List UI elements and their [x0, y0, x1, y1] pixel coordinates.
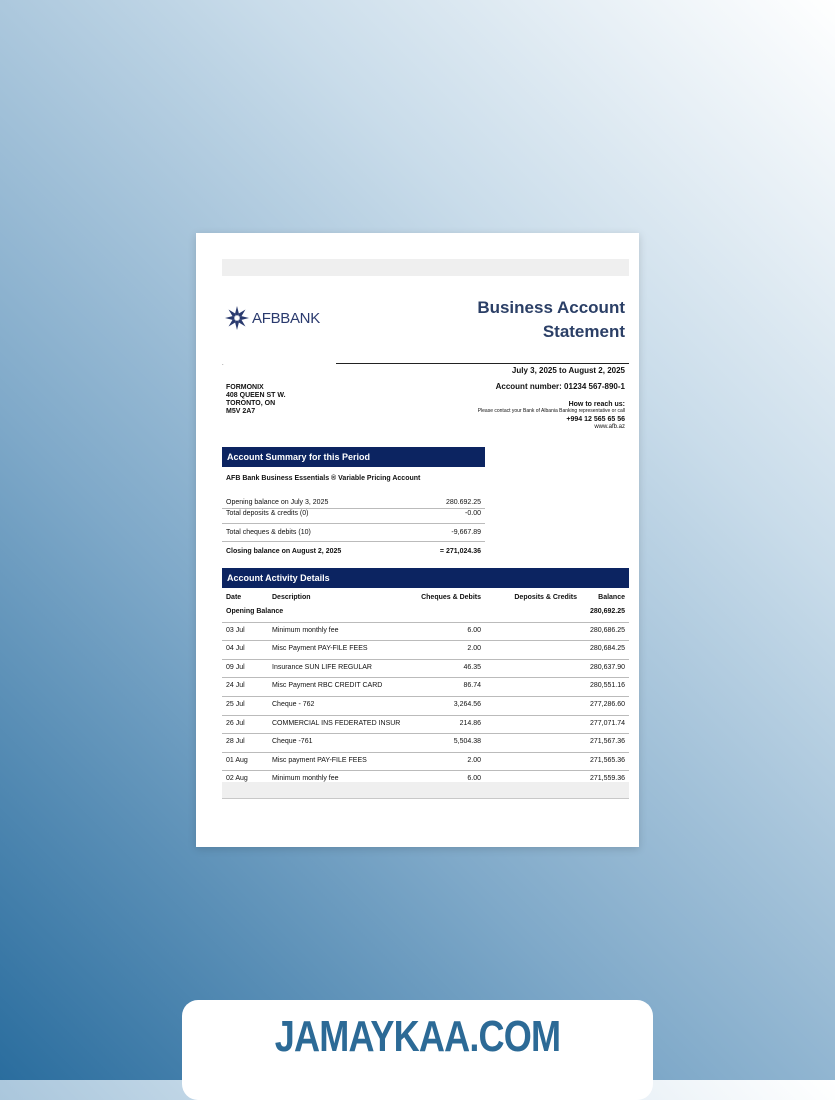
summary-value: 280.692.25 — [445, 499, 481, 506]
row-date: 24 Jul — [226, 682, 245, 690]
table-row — [222, 697, 629, 716]
row-description: Cheque - 762 — [272, 700, 315, 708]
row-balance: 280,684.25 — [589, 645, 625, 653]
row-date: 01 Aug — [226, 756, 248, 764]
contact-heading: How to reach us: — [568, 401, 625, 408]
contact-website: www.afb.az — [594, 424, 625, 430]
column-balance: Balance — [598, 594, 625, 601]
summary-table — [222, 495, 485, 560]
summary-label: Opening balance on July 3, 2025 — [226, 499, 329, 506]
summary-header: Account Summary for this Period — [222, 447, 485, 467]
table-row — [222, 660, 629, 679]
address-line: TORONTO, ON — [226, 400, 276, 407]
row-debit: 2.00 — [467, 645, 481, 653]
row-date: 02 Aug — [226, 775, 248, 783]
product-name: AFB Bank Business Essentials ® Variable Pricing Account — [226, 475, 421, 482]
row-debit: 214.86 — [459, 719, 481, 727]
row-date: 26 Jul — [226, 719, 245, 727]
table-row — [222, 734, 629, 753]
row-balance: 280,551.16 — [589, 682, 625, 690]
row-description: Misc Payment PAY-FILE FEES — [272, 645, 368, 653]
row-balance: 271,565.36 — [589, 756, 625, 764]
row-description: Minimum monthly fee — [272, 626, 339, 634]
row-debit: 86.74 — [463, 682, 481, 690]
row-debit: 5,504.38 — [453, 738, 481, 746]
watermark-banner — [182, 1000, 653, 1100]
marker-dot: . — [222, 361, 224, 367]
statement-title — [477, 296, 625, 344]
row-description: Cheque -761 — [272, 738, 313, 746]
column-description: Description — [272, 594, 311, 601]
column-debits: Cheques & Debits — [421, 594, 481, 601]
summary-value: = 271,024.36 — [439, 548, 481, 555]
table-row — [222, 716, 629, 735]
row-date: 28 Jul — [226, 738, 245, 746]
row-date: 04 Jul — [226, 645, 245, 653]
row-description: Insurance SUN LIFE REGULAR — [272, 663, 372, 671]
address-line: 408 QUEEN ST W. — [226, 392, 286, 399]
bank-logo — [224, 305, 320, 331]
summary-row — [222, 542, 485, 560]
summary-row — [222, 524, 485, 542]
row-date: 03 Jul — [226, 626, 245, 634]
table-row — [222, 623, 629, 642]
row-date: 09 Jul — [226, 663, 245, 671]
account-number: Account number: 01234 567-890-1 — [495, 382, 625, 391]
summary-label: Closing balance on August 2, 2025 — [226, 548, 342, 555]
statement-period: July 3, 2025 to August 2, 2025 — [511, 366, 625, 375]
title-line-1: Business Account — [477, 298, 625, 317]
row-balance: 271,559.36 — [589, 775, 625, 783]
mailing-address — [226, 384, 286, 416]
summary-row — [222, 509, 485, 524]
row-description: Misc payment PAY-FILE FEES — [272, 756, 367, 764]
opening-balance: 280,692.25 — [589, 608, 625, 615]
activity-column-headers — [222, 590, 629, 604]
row-description: COMMERCIAL INS FEDERATED INSUR — [272, 719, 401, 727]
table-row — [222, 641, 629, 660]
footer-grey-bar — [222, 782, 629, 799]
contact-text: Please contact your Bank of Albania Banking representative or call — [477, 408, 625, 414]
row-debit: 46.35 — [463, 663, 481, 671]
row-debit: 6.00 — [467, 775, 481, 783]
address-line: FORMONIX — [226, 384, 264, 391]
summary-label: Total cheques & debits (10) — [226, 529, 311, 536]
row-description: Misc Payment RBC CREDIT CARD — [272, 682, 383, 690]
watermark-text: JAMAYKAA.COM — [274, 1012, 561, 1061]
summary-label: Total deposits & credits (0) — [226, 510, 309, 517]
column-credits: Deposits & Credits — [514, 594, 577, 601]
column-date: Date — [226, 594, 242, 601]
star-logo-icon — [224, 305, 250, 331]
logo-text: AFBBANK — [252, 309, 320, 327]
summary-value: -9,667.89 — [451, 529, 481, 536]
row-balance: 280,686.25 — [589, 626, 625, 634]
contact-phone: +994 12 565 65 56 — [566, 416, 625, 423]
row-debit: 3,264.56 — [453, 700, 481, 708]
title-line-2: Statement — [542, 322, 625, 341]
row-balance: 271,567.36 — [589, 738, 625, 746]
header-rule — [336, 363, 629, 364]
summary-value: -0.00 — [465, 510, 481, 517]
row-balance: 277,071.74 — [589, 719, 625, 727]
table-row — [222, 678, 629, 697]
address-line: M5V 2A7 — [226, 408, 256, 415]
table-row — [222, 753, 629, 772]
header-grey-bar — [222, 259, 629, 276]
row-debit: 6.00 — [467, 626, 481, 634]
row-balance: 280,637.90 — [589, 663, 625, 671]
row-date: 25 Jul — [226, 700, 245, 708]
row-debit: 2.00 — [467, 756, 481, 764]
activity-table — [222, 604, 629, 789]
row-balance: 277,286.60 — [589, 700, 625, 708]
contact-info — [478, 401, 625, 430]
activity-header: Account Activity Details — [222, 568, 629, 588]
opening-balance-row — [222, 604, 629, 623]
row-description: Minimum monthly fee — [272, 775, 339, 783]
statement-document — [196, 233, 639, 847]
summary-row — [222, 495, 485, 509]
opening-label: Opening Balance — [226, 608, 284, 615]
